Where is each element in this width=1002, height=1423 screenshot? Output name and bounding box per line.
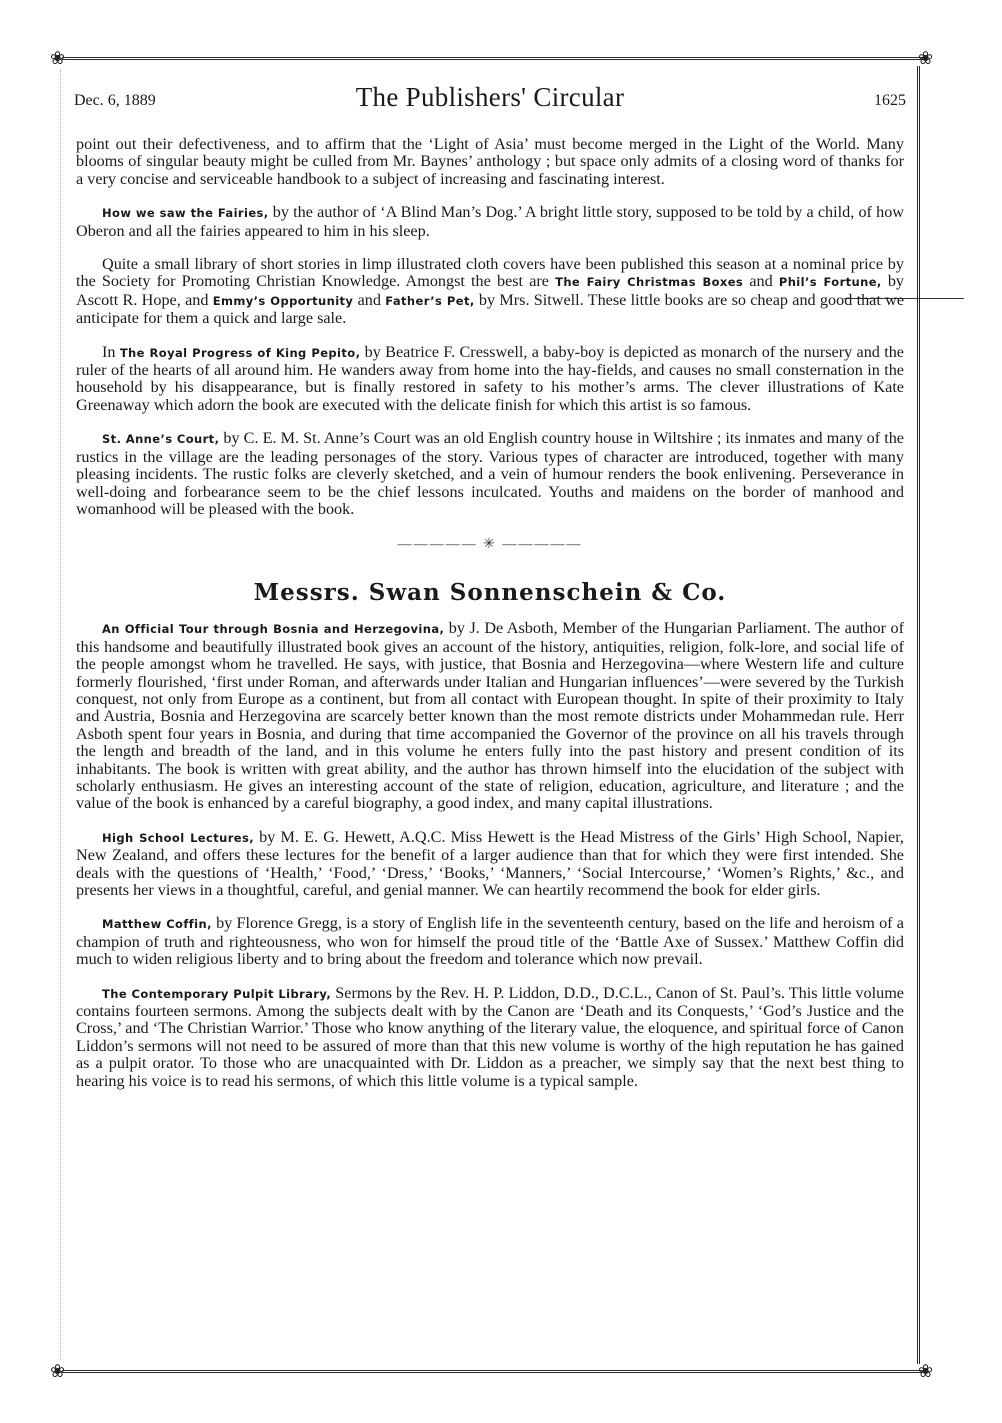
book-title: Father’s Pet, xyxy=(385,293,475,308)
book-title: The Contemporary Pulpit Library, xyxy=(102,986,332,1001)
review-text: Sermons by the Rev. H. P. Liddon, D.D., D.C.L., Canon of St. Paul’s. This little volume contains fourteen sermons. Among the subjects dealt with by the Canon are ‘Death and its Conquests,’ ‘God’s Justice and the Cross,’ and ‘The Christian Warrior.’ Those who know anything of the literary value, the eloquence, and spiritual force of Canon Liddon’s sermons will not need to be assured of more than that this new volume is worthy of the high reputation he has gained as a pulpit orator. To those who are unacquainted with Dr. Liddon as a preacher, we simply say that the next best thing to hearing his voice is to read his sermons, of which this little volume is a typical sample. xyxy=(76,983,904,1090)
paragraph-baynes-anthology xyxy=(76,136,904,188)
book-title: An Official Tour through Bosnia and Herzegovina, xyxy=(102,622,445,637)
book-title: The Royal Progress of King Pepito, xyxy=(119,345,361,360)
bottom-border-rule xyxy=(62,1370,924,1373)
review-high-school-lectures xyxy=(76,829,904,900)
review-text: by the author of ‘A Blind Man’s Dog.’ A bright little story, supposed to be told by a child, of how Oberon and all the fairies appeared to him in his sleep. xyxy=(76,203,904,240)
corner-ornament-icon: ❀ xyxy=(918,1361,934,1381)
corner-ornament-icon: ❀ xyxy=(50,48,66,68)
book-title: How we saw the Fairies, xyxy=(102,206,269,221)
review-spck-library xyxy=(76,256,904,328)
review-st-annes-court xyxy=(76,430,904,518)
publication-title: The Publishers' Circular xyxy=(355,82,625,112)
publisher-heading: Messrs. Swan Sonnenschein & Co. xyxy=(253,579,727,607)
review-bosnia-tour xyxy=(76,620,904,812)
top-border-rule xyxy=(62,57,924,60)
book-title: High School Lectures, xyxy=(102,830,254,845)
review-text: by Beatrice F. Cresswell, a baby-boy is depicted as monarch of the nursery and the ruler of the hearts of all around him. He wanders away from home into the hay-fields, and causes no small consternation in the household by his disappearance, but is finally restored in safety to his mother’s arms. The clever illustrations of Kate Greenaway which adorn the book are executed with the delicate finish for which this artist is so famous. xyxy=(76,342,904,414)
corner-ornament-icon: ❀ xyxy=(918,48,934,68)
review-text: by M. E. G. Hewett, A.Q.C. Miss Hewett is the Head Mistress of the Girls’ High School, Napier, New Zealand, and offers these lectures for the benefit of a larger audience than that for which they were first intended. She deals with the questions of ‘Health,’ ‘Food,’ ‘Dress,’ ‘Books,’ ‘Manners,’ ‘Social Intercourse,’ ‘Women’s Rights,’ &c., and presents her views in a thoughtful, careful, and genial manner. We can heartily recommend the book for elder girls. xyxy=(76,827,904,899)
article-body xyxy=(76,136,904,1106)
book-title: St. Anne’s Court, xyxy=(102,432,220,447)
review-text: by C. E. M. St. Anne’s Court was an old English country house in Wiltshire ; its inmates and many of the rustics in the village are the leading personages of the story. Various types of character are introduced, together with many pleasing incidents. The rustic folks are cleverly sketched, and a vein of humour renders the book enlivening. Perseverance in well-doing and forbearance seem to be the chief lessons inculcated. Youths and maidens on the border of manhood and womanhood will be pleased with the book. xyxy=(76,429,904,518)
paragraph-text: point out their defectiveness, and to affirm that the ‘Light of Asia’ must become merged in the Light of the World. Many blooms of singular beauty might be culled from Mr. Baynes’ anthology ; but space only admits of a closing word of thanks for a very concise and serviceable handbook to a subject of increasing and fascinating interest. xyxy=(76,135,904,188)
review-text: by J. De Asboth, Member of the Hungarian Parliament. The author of this handsome and beautifully illustrated book gives an account of the history, antiquities, religion, folk-lore, and social life of the people amongst whom he travelled. He says, with justice, that Bosnia and Herzegovina—where Western life and culture formerly flourished, ‘first under Roman, and afterwards under Italian and Hungarian influences’—were severed by the Turkish conquest, not only from Europe as a continent, but from all contact with European thought. In spite of their proximity to Italy and Austria, Bosnia and Herzegovina are scarcely better known than the most remote districts under Mohammedan rule. Herr Asboth spent four years in Bosnia, and during that time accompanied the Governor of the province on all his travels through the length and breadth of the land, and in this volume he enters fully into the past history and present condition of its inhabitants. The book is written with great ability, and the author has thrown himself into the elucidation of the subject with scholarly enthusiasm. He gives an interesting account of the state of religion, education, agriculture, and literature ; and the value of the book is enhanced by a careful biography, a good index, and many capital illustrations. xyxy=(76,619,904,813)
issue-date: Dec. 6, 1889 xyxy=(74,92,156,109)
review-king-pepito xyxy=(76,344,904,415)
review-pulpit-library xyxy=(76,985,904,1090)
review-text: Quite a small library of short stories in limp illustrated cloth covers have been published this season at a nominal price by the Society for Promoting Christian Knowledge. Amongst the best are xyxy=(76,255,904,291)
left-margin-rule xyxy=(60,70,61,1360)
review-text: by Florence Gregg, is a story of English life in the seventeenth century, based on the life and heroism of a champion of truth and righteousness, who won for himself the proud title of the ‘Battle Axe of Sussex.’ Matthew Coffin did much to widen religious liberty and to bring about the freedom and tolerance which now prevail. xyxy=(76,914,904,969)
page-number: 1625 xyxy=(874,92,906,109)
section-divider: ————— ✳ ————— xyxy=(397,537,583,553)
page-header xyxy=(74,82,906,118)
book-title: The Fairy Christmas Boxes xyxy=(555,275,744,290)
review-text: by Mrs. Sitwell. These little books are so cheap and good that we anticipate for them a quick and large sale. xyxy=(76,290,905,328)
review-text: In xyxy=(102,342,120,361)
book-title: Emmy’s Opportunity xyxy=(212,293,354,308)
review-matthew-coffin xyxy=(76,915,904,968)
book-title: Phil’s Fortune, xyxy=(778,275,882,290)
review-fairies xyxy=(76,204,904,240)
book-title: Matthew Coffin, xyxy=(102,917,212,932)
review-text: and xyxy=(743,272,779,291)
right-border-rule xyxy=(917,66,920,1364)
corner-ornament-icon: ❀ xyxy=(50,1361,66,1381)
review-text: by Ascott R. Hope, and xyxy=(76,272,905,309)
review-text: and xyxy=(353,290,386,309)
